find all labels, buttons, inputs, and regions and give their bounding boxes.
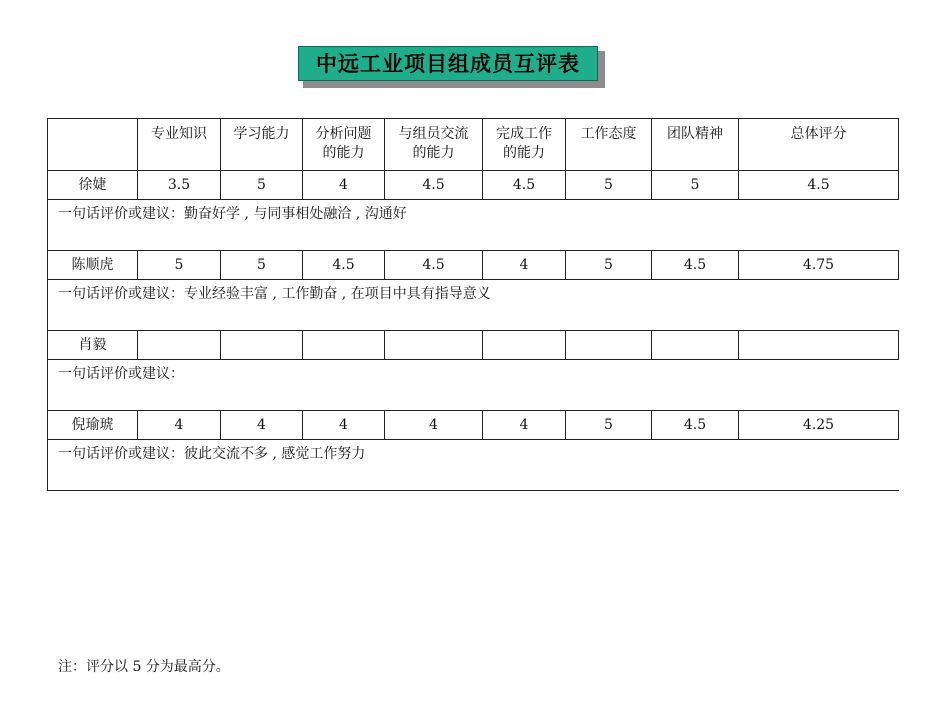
score-cell: 4 <box>385 411 483 440</box>
score-cell: 4.5 <box>385 251 483 280</box>
column-header-line: 的能力 <box>503 145 545 161</box>
table-row <box>48 171 899 200</box>
score-cell: 4.5 <box>385 171 483 200</box>
header-corner <box>48 119 138 171</box>
table-row <box>48 251 899 280</box>
comment-text: 一句话评价或建议：专业经验丰富 , 工作勤奋 , 在项目中具有指导意义 <box>48 280 899 331</box>
score-cell: 5 <box>652 171 739 200</box>
score-cell <box>138 331 221 360</box>
member-name: 陈顺虎 <box>48 251 138 280</box>
column-header <box>739 119 899 171</box>
column-header-line: 分析问题 <box>315 126 372 142</box>
score-cell: 5 <box>566 411 652 440</box>
score-cell <box>303 331 385 360</box>
score-cell: 4 <box>303 171 385 200</box>
column-header-line: 的能力 <box>412 145 455 161</box>
table-body <box>48 119 899 491</box>
column-header <box>303 119 385 171</box>
score-cell: 5 <box>221 171 303 200</box>
comment-row <box>48 360 899 411</box>
column-header-line: 完成工作 <box>496 126 552 142</box>
member-name: 肖毅 <box>48 331 138 360</box>
column-header <box>221 119 303 171</box>
score-cell <box>221 331 303 360</box>
score-cell: 5 <box>221 251 303 280</box>
table-row <box>48 411 899 440</box>
score-cell <box>483 331 566 360</box>
score-cell: 4.25 <box>739 411 899 440</box>
member-name: 徐婕 <box>48 171 138 200</box>
score-cell: 4 <box>303 411 385 440</box>
column-header <box>566 119 652 171</box>
comment-row <box>48 200 899 251</box>
header-row <box>48 119 899 171</box>
peer-review-table <box>47 118 899 491</box>
column-header <box>385 119 483 171</box>
comment-text: 一句话评价或建议：勤奋好学 , 与同事相处融洽 , 沟通好 <box>48 200 899 251</box>
score-cell: 5 <box>566 171 652 200</box>
column-header <box>483 119 566 171</box>
comment-text: 一句话评价或建议：彼此交流不多 , 感觉工作努力 <box>48 440 899 491</box>
column-header-line: 的能力 <box>322 145 365 161</box>
footnote: 注：评分以 5 分为最高分。 <box>58 659 230 675</box>
column-header-line: 专业知识 <box>151 126 207 142</box>
score-cell: 3.5 <box>138 171 221 200</box>
score-cell <box>652 331 739 360</box>
score-cell: 4 <box>483 251 566 280</box>
score-cell <box>739 331 899 360</box>
score-cell: 4 <box>221 411 303 440</box>
score-cell: 4.5 <box>739 171 899 200</box>
column-header-line: 总体评分 <box>790 126 847 142</box>
score-cell: 4 <box>483 411 566 440</box>
score-cell: 4 <box>138 411 221 440</box>
score-cell <box>385 331 483 360</box>
comment-row <box>48 280 899 331</box>
score-cell: 4.75 <box>739 251 899 280</box>
score-cell: 4.5 <box>652 411 739 440</box>
column-header-line: 团队精神 <box>667 126 723 142</box>
table-row <box>48 331 899 360</box>
column-header <box>652 119 739 171</box>
column-header <box>138 119 221 171</box>
comment-text: 一句话评价或建议： <box>48 360 899 411</box>
page-title: 中远工业项目组成员互评表 <box>298 46 598 81</box>
member-name: 倪瑜琥 <box>48 411 138 440</box>
column-header-line: 学习能力 <box>233 126 290 142</box>
score-cell <box>566 331 652 360</box>
column-header-line: 工作态度 <box>580 126 637 142</box>
score-cell: 4.5 <box>303 251 385 280</box>
score-cell: 4.5 <box>483 171 566 200</box>
title-banner <box>298 46 605 88</box>
column-header-line: 与组员交流 <box>398 126 469 142</box>
score-cell: 4.5 <box>652 251 739 280</box>
comment-row <box>48 440 899 491</box>
score-cell: 5 <box>138 251 221 280</box>
score-cell: 5 <box>566 251 652 280</box>
